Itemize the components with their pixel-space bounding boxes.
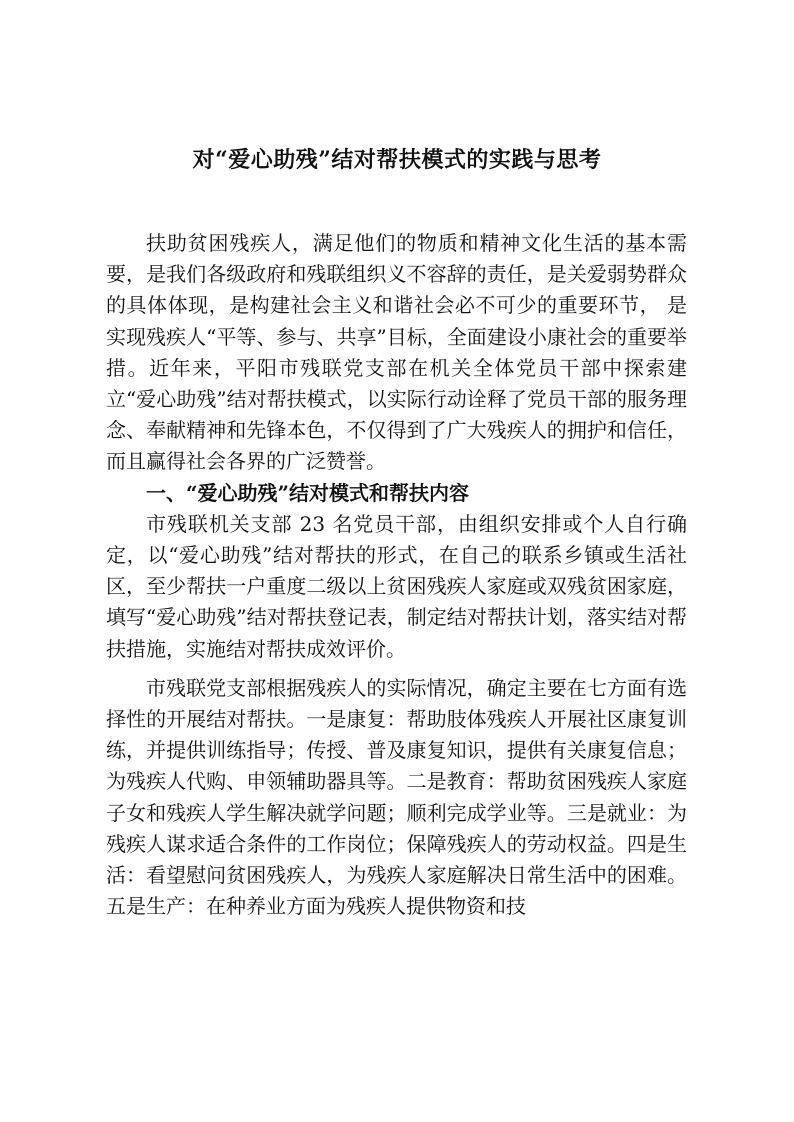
- paragraph-intro: 扶助贫困残疾人，满足他们的物质和精神文化生活的基本需要，是我们各级政府和残联组织义不容辞的责任，是关爱弱势群众的具体体现，是构建社会主义和谐社会必不可少的重要环节， 是实现残疾人“平等、参与、共享”目标，全面建设小康社会的重要举措。近年来，平阳市残联党支部在机关全体党员干部中探索建立“爱心助残”结对帮扶模式，以实际行动诠释了党员干部的服务理念、奉献精神和先锋本色，不仅得到了广大残疾人的拥护和信任，而且赢得社会各界的广泛赞誉。: [106, 231, 687, 474]
- section-heading-1: 一、“爱心助残”结对模式和帮扶内容: [146, 480, 470, 505]
- paragraph-gap: [106, 665, 687, 673]
- document-body: [106, 228, 687, 922]
- document-title: 对“爱心助残”结对帮扶模式的实践与思考: [192, 147, 602, 173]
- paragraph-structure: 市残联机关支部 23 名党员干部，由组织安排或个人自行确定，以“爱心助残”结对帮扶的形式，在自己的联系乡镇或生活社区，至少帮扶一户重度二级以上贫困残疾人家庭或双残贫困家庭，填写“爱心助残”结对帮扶登记表，制定结对帮扶计划，落实结对帮扶措施，实施结对帮扶成效评价。: [106, 511, 687, 661]
- paragraph-content: 市残联党支部根据残疾人的实际情况，确定主要在七方面有选择性的开展结对帮扶。一是康复：帮助肢体残疾人开展社区康复训练，并提供训练指导；传授、普及康复知识，提供有关康复信息；为残疾人代购、申领辅助器具等。二是教育：帮助贫困残疾人家庭子女和残疾人学生解决就学问题；顺利完成学业等。三是就业：为残疾人谋求适合条件的工作岗位；保障残疾人的劳动权益。四是生活：看望慰问贫困残疾人，为残疾人家庭解决日常生活中的困难。五是生产：在种养业方面为残疾人提供物资和技: [106, 675, 687, 919]
